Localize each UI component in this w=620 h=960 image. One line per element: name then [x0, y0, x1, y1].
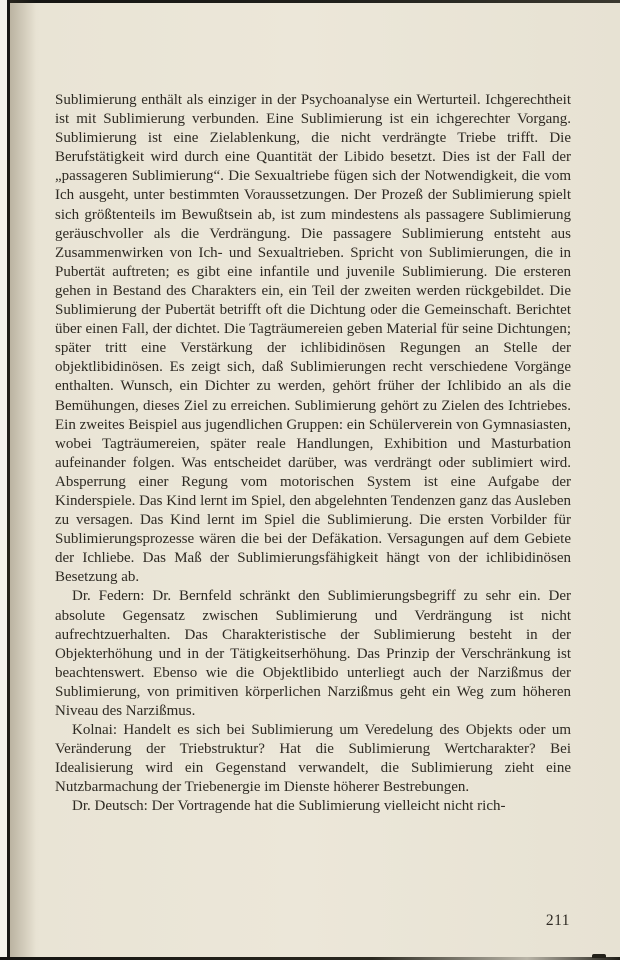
- page-number: 211: [545, 912, 570, 929]
- page-text-block: [55, 91, 571, 817]
- paragraph-dr-federn: Dr. Federn: Dr. Bernfeld schränkt den Sublimierungsbegriff zu sehr ein. Der absolute Gegensatz zwischen Sublimierung und Verdrängung ist nicht aufrechtzuerhalten. Das Charakteristische der Sublimierung besteht in der Objekterhöhung und in der Tätigkeitserhöhung. Das Prinzip der Verschränkung ist beachtenswert. Ebenso wie die Objektlibido unterliegt auch der Narzißmus der Sublimierung, von primitiven körperlichen Narzißmus geht ein Weg zum höheren Niveau des Narzißmus.: [55, 588, 571, 719]
- scan-binding-line: [7, 0, 10, 960]
- paragraph-sublimierung-discussion: Sublimierung enthält als einziger in der Psychoanalyse ein Werturteil. Ichgerechtheit ist mit Sublimierung verbunden. Eine Sublimierung ist ein ichgerechter Vorgang. Sublimierung ist eine Zielablenkung, die nicht verdrängte Triebe trifft. Die Berufstätigkeit wird durch eine Quantität der Libido besetzt. Dies ist der Fall der „passageren Sublimierung“. Die Sexualtriebe fügen sich der Notwendigkeit, die vom Ich ausgeht, unter bestimmten Voraussetzungen. Der Prozeß der Sublimierung spielt sich größtenteils im Bewußtsein ab, ist zum mindestens als passagere Sublimierung geräuschvoller als die Verdrängung. Die passagere Sublimierung entsteht aus Zusammenwirken von Ich- und Sexualtrieben. Spricht von Sublimierungen, die in Pubertät auftreten; es gibt eine infantile und juvenile Sublimierung. Die ersteren gehen in Bestand des Charakters ein, ein Teil der zweiten werden rückgebildet. Die Sublimierung der Pubertät betrifft oft die Dichtung oder die Gemeinschaft. Berichtet über einen Fall, der dichtet. Die Tagträumereien geben Material für seine Dichtungen; später tritt eine Verstärkung der ichlibidinösen Regungen an Stelle der objektlibidinösen. Es zeigt sich, daß Sublimierungen recht verschiedene Vorgänge enthalten. Wunsch, ein Dichter zu werden, gehört früher der Ichlibido an als die Bemühungen, dieses Ziel zu erreichen. Sublimierung gehört zu Zielen des Ichtriebes. Ein zweites Beispiel aus jugendlichen Gruppen: ein Schülerverein von Gymnasiasten, wobei Tagträumereien, später reale Handlungen, Exhibition und Masturbation aufeinander folgen. Was entscheidet darüber, was verdrängt oder sublimiert wird. Absperrung einer Regung vom motorischen System ist eine Aufgabe der Kinderspiele. Das Kind lernt im Spiel, den abgelehnten Tendenzen ganz das Ausleben zu versagen. Das Kind lernt im Spiel die Sublimierung. Die ersten Vorbilder für Sublimierungsprozesse wären die bei der Defäkation. Versagungen auf dem Gebiete der Ichliebe. Das Maß der Sublimierungsfähigkeit hängt von der ichlibidinösen Besetzung ab.: [55, 92, 571, 586]
- paragraph-kolnai: Kolnai: Handelt es sich bei Sublimierung um Veredelung des Objekts oder um Veränderung der Triebstruktur? Hat die Sublimierung Wertcharakter? Bei Idealisierung wird ein Gegenstand verwandelt, die Sublimierung zieht eine Nutzbarmachung der Triebenergie im Dienste höherer Bestrebungen.: [55, 722, 571, 796]
- scan-corner-mark: [592, 954, 606, 958]
- scan-edge-left: [0, 0, 7, 960]
- paragraph-dr-deutsch: Dr. Deutsch: Der Vortragende hat die Sublimierung vielleicht nicht rich-: [72, 798, 506, 815]
- scan-edge-top: [0, 0, 620, 3]
- scan-gutter-shadow: [10, 0, 36, 960]
